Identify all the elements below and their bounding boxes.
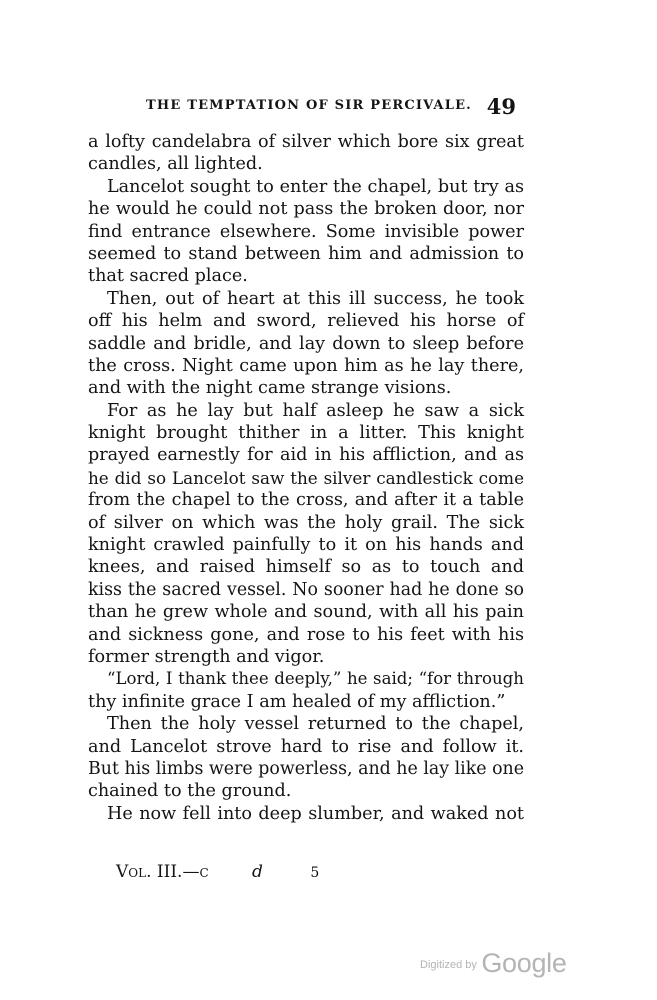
running-head <box>146 94 516 122</box>
text-line: knees, and raised himself so as to touch and <box>88 557 524 578</box>
google-logo: Google <box>481 948 567 978</box>
text-line: he would he could not pass the broken door, nor <box>88 199 524 220</box>
text-line: and with the night came strange visions. <box>88 378 452 399</box>
text-line: former strength and vigor. <box>88 646 325 667</box>
text-line: and Lancelot strove hard to rise and follow it. <box>88 736 524 757</box>
volume-signature: Vol. III.—c <box>116 862 209 882</box>
signature-letter: d <box>252 862 263 882</box>
text-line: the cross. Night came upon him as he lay there, <box>88 355 524 376</box>
text-line: that sacred place. <box>88 266 248 287</box>
digitized-watermark <box>420 948 567 979</box>
text-line: saddle and bridle, and lay down to sleep before <box>88 333 524 354</box>
text-line: Then the holy vessel returned to the chapel, <box>107 714 524 735</box>
body-text <box>88 131 524 825</box>
text-line: off his helm and sword, relieved his horse of <box>88 311 524 332</box>
text-line: and sickness gone, and rose to his feet with his <box>88 624 524 645</box>
text-line: find entrance elsewhere. Some invisible power <box>88 221 524 242</box>
text-line: chained to the ground. <box>88 781 292 802</box>
text-line: a lofty candelabra of silver which bore six great <box>88 132 524 152</box>
page-number: 49 <box>486 94 516 119</box>
text-line: prayed earnestly for aid in his affliction, and as <box>88 445 524 466</box>
text-line: For as he lay but half asleep he saw a sick <box>107 400 524 421</box>
text-line: thy infinite grace I am healed of my affliction.” <box>88 691 506 712</box>
text-line: kiss the sacred vessel. No sooner had he done so <box>88 579 524 600</box>
text-line: Lancelot sought to enter the chapel, but try as <box>107 176 524 197</box>
digitized-by-text: Digitized by <box>420 959 477 971</box>
text-line: He now fell into deep slumber, and waked not <box>107 803 524 824</box>
signature-number: 5 <box>310 865 320 881</box>
text-line: seemed to stand between him and admission to <box>88 243 524 264</box>
text-line: he did so Lancelot saw the silver candlestick come <box>88 467 524 488</box>
text-line: candles, all lighted. <box>88 154 263 175</box>
running-title: THE TEMPTATION OF SIR PERCIVALE. <box>146 98 472 113</box>
text-line: Then, out of heart at this ill success, he took <box>107 288 524 309</box>
text-line: than he grew whole and sound, with all his pain <box>88 602 524 623</box>
text-line: “Lord, I thank thee deeply,” he said; “for through <box>107 669 524 689</box>
text-line: knight brought thither in a litter. This knight <box>88 423 524 444</box>
text-line: knight crawled painfully to it on his hands and <box>88 535 524 556</box>
signature-line <box>116 862 319 884</box>
text-line: from the chapel to the cross, and after it a table <box>88 490 524 511</box>
text-line: But his limbs were powerless, and he lay like one <box>88 758 525 779</box>
text-line: of silver on which was the holy grail. The sick <box>88 512 524 533</box>
